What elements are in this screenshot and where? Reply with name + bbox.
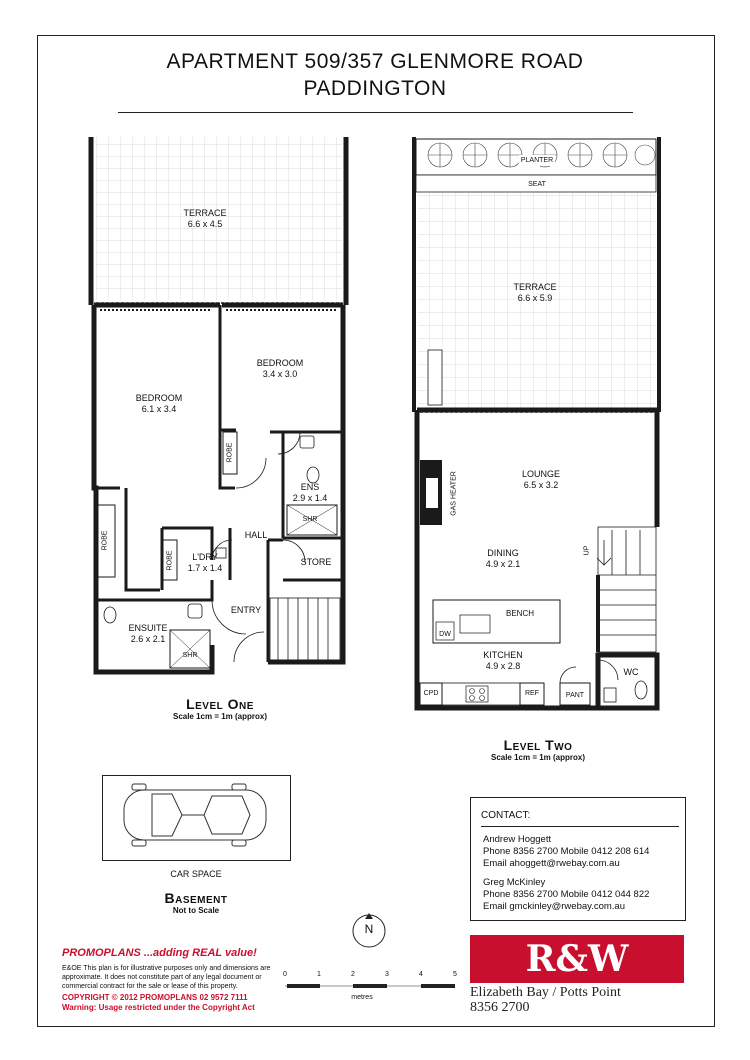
address-title: APARTMENT 509/357 GLENMORE ROAD (166, 50, 584, 73)
scale-unit-label: metres (351, 994, 373, 1001)
car-icon (112, 780, 282, 850)
contact-divider (481, 826, 679, 827)
scale-bar (285, 980, 465, 1000)
scale-tick-5: 5 (453, 971, 457, 978)
shr-1-label: SHR (302, 516, 318, 523)
agency-office: Elizabeth Bay / Potts Point (470, 985, 621, 1000)
robe-1-label: ROBE (226, 442, 234, 463)
promo-tagline: PROMOPLANS ...adding REAL value! (62, 947, 257, 959)
scale-tick-2: 2 (351, 971, 355, 978)
ens-label: ENS 2.9 x 1.4 (292, 482, 328, 503)
contact-heading: CONTACT: (481, 810, 531, 821)
level-one-heading: Level One Scale 1cm = 1m (approx) (172, 696, 268, 721)
ensuite-label: ENSUITE 2.6 x 2.1 (128, 623, 168, 644)
cpd-label: CPD (423, 690, 439, 697)
seat-label: SEAT (528, 181, 546, 188)
agent-1-phone: Phone 8356 2700 Mobile 0412 208 614 (483, 846, 650, 857)
scale-tick-0: 0 (283, 971, 287, 978)
agent-1-email[interactable]: Email ahoggett@rwebay.com.au (483, 858, 620, 869)
robe-2-label: ROBE (101, 530, 109, 551)
robe-3-label: ROBE (166, 550, 174, 571)
bench-label: BENCH (505, 609, 535, 618)
level-two-heading: Level Two Scale 1cm = 1m (approx) (490, 737, 586, 762)
agent-1 (483, 834, 649, 870)
warning-line: Warning: Usage restricted under the Copyright Act (62, 1003, 255, 1012)
agency-details (470, 985, 621, 1015)
agent-2-phone: Phone 8356 2700 Mobile 0412 044 822 (483, 889, 650, 900)
terrace-l2-label: TERRACE 6.6 x 5.9 (513, 282, 557, 303)
shr-2-label: SHR (182, 652, 198, 659)
up-label: UP (583, 545, 591, 556)
scale-tick-3: 3 (385, 971, 389, 978)
rw-logo: R&W (470, 935, 684, 983)
terrace-l1-label: TERRACE 6.6 x 4.5 (183, 208, 227, 229)
ref-label: REF (525, 690, 539, 697)
bedroom-main-label: BEDROOM 6.1 x 3.4 (135, 393, 183, 414)
gas-heater-label: GAS HEATER (450, 471, 458, 516)
car-space-label: CAR SPACE (170, 869, 222, 879)
contact-box (470, 797, 686, 921)
hall-label: HALL (244, 530, 268, 540)
scale-tick-1: 1 (317, 971, 321, 978)
store-label: STORE (300, 557, 332, 567)
compass-label: N (364, 922, 374, 936)
bedroom-2-label: BEDROOM 3.4 x 3.0 (256, 358, 304, 379)
copyright-line: COPYRIGHT © 2012 PROMOPLANS 02 9572 7111 (62, 993, 248, 1002)
dw-label: DW (439, 631, 451, 638)
entry-label: ENTRY (230, 605, 262, 615)
dining-label: DINING 4.9 x 2.1 (485, 548, 521, 569)
agent-2-email[interactable]: Email gmckinley@rwebay.com.au (483, 901, 625, 912)
suburb-title: PADDINGTON (303, 77, 447, 100)
agency-phone: 8356 2700 (470, 1000, 530, 1015)
planter-label: PLANTER (520, 157, 554, 164)
ldry-label: L'DRY 1.7 x 1.4 (187, 552, 223, 573)
agent-2-name: Greg McKinley (483, 877, 546, 888)
pant-label: PANT (565, 692, 585, 699)
disclaimer-text: E&OE This plan is for illustrative purposes only and dimensions are approximate. It does not constitute part of any legal document or commercial contract for the sale or lease of this property. (62, 965, 271, 990)
copyright-block (62, 993, 255, 1013)
wc-label: WC (623, 667, 639, 677)
kitchen-label: KITCHEN 4.9 x 2.8 (483, 650, 523, 671)
scale-tick-4: 4 (419, 971, 423, 978)
lounge-label: LOUNGE 6.5 x 3.2 (521, 469, 561, 490)
agent-1-name: Andrew Hoggett (483, 834, 552, 845)
basement-heading: Basement Not to Scale (164, 890, 228, 915)
agent-2 (483, 877, 649, 913)
